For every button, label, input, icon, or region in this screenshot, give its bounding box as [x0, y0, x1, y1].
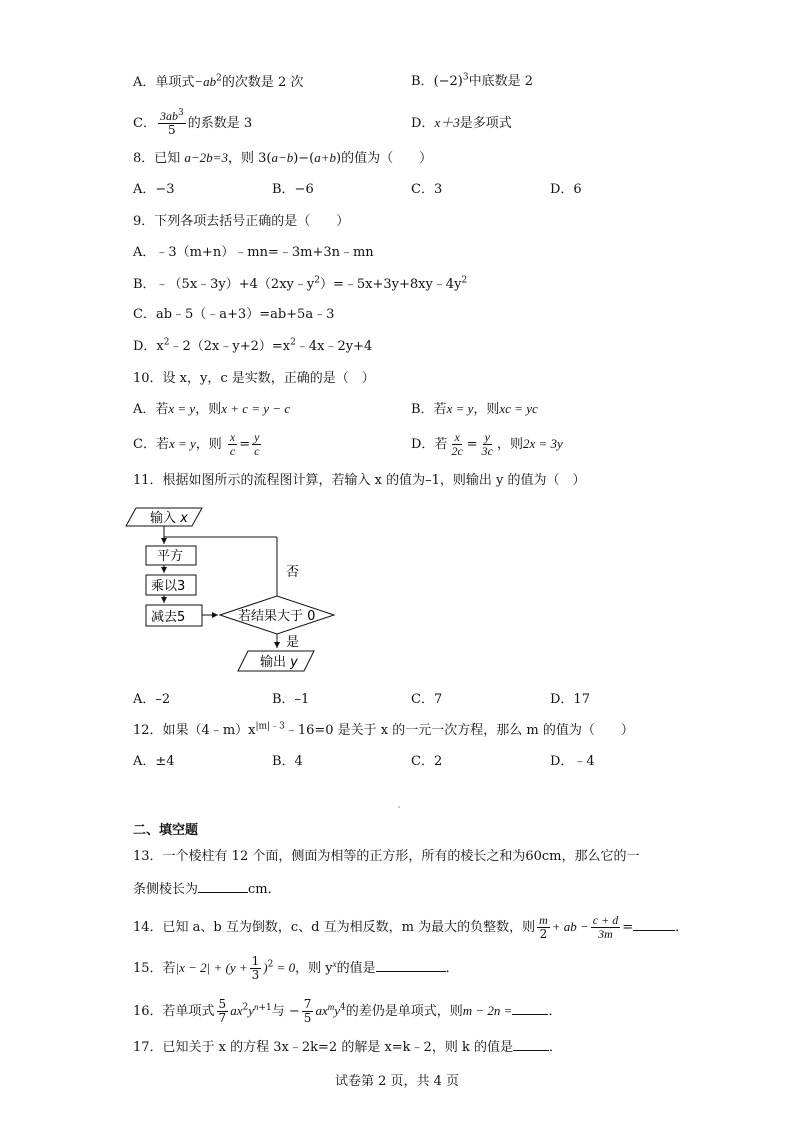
q7-option-a: A．单项式$-ab^2$的次数是 2 次 — [133, 73, 304, 90]
q12-option-c: C．2 — [411, 754, 443, 769]
q11-option-d: D．17 — [550, 692, 590, 707]
q9-stem: 9．下列各项去括号正确的是（ ） — [133, 214, 350, 229]
flow-times3-label: 乘以3 — [151, 579, 186, 594]
q10-option-d: D．若 $\frac{x}{2c}$ = $\frac{y}{3c}$ ，则2x = 3y — [411, 430, 563, 458]
q13-blank[interactable] — [198, 878, 248, 893]
q10-option-b: B．若x = y，则xc = yc — [411, 401, 538, 417]
q15-blank[interactable] — [376, 957, 446, 972]
q11-stem: 11．根据如图所示的流程图计算，若输入 x 的值为–1，则输出 y 的值为（ ） — [133, 473, 586, 488]
q9-option-c: C．ab﹣5（﹣a+3）=ab+5a﹣3 — [133, 307, 335, 322]
q8-stem: 8．已知 a−2b=3，则 3(a−b)−(a+b)的值为（ ） — [133, 150, 433, 166]
page-footer: 试卷第 2 页，共 4 页 — [334, 1074, 460, 1089]
q14-blank[interactable] — [633, 916, 675, 931]
q15-line: 15．若|x − 2| + (y + $\frac{1}{3}$ )$^2$ = 0，则 $y^x$的值是 ． — [133, 954, 459, 982]
q9-option-a: A．﹣3（m+n）﹣mn=﹣3m+3n﹣mn — [133, 245, 374, 260]
q14-line: 14．已知 a、b 互为倒数，c、d 互为相反数，m 为最大的负整数，则 $\frac{m}{2}$ + ab − $\frac{c + d}{3m}$ = ． — [133, 913, 689, 941]
q16-blank[interactable] — [512, 1000, 548, 1015]
q7-option-d: D．x＋3是多项式 — [411, 115, 512, 131]
section-fill-in-title: 二、填空题 — [133, 823, 199, 838]
q8-option-b: B．−6 — [272, 182, 314, 197]
q16-line: 16．若单项式 $\frac{5}{7}$ $ax^2y^{n+1}$与 − $\frac{7}{5}$ $ax^my^4$的差仍是单项式，则m − 2n = ． — [133, 997, 562, 1025]
q11-option-c: C．7 — [411, 692, 443, 707]
q10-option-c: C．若x = y，则 $\frac{x}{c}$ = $\frac{y}{c}$ — [133, 430, 260, 458]
flow-yes-label: 是 — [286, 635, 300, 650]
q12-option-d: D．﹣4 — [550, 754, 595, 769]
q11-option-b: B．–1 — [272, 692, 310, 707]
q12-option-b: B．4 — [272, 754, 303, 769]
q8-option-d: D．6 — [550, 182, 582, 197]
q7-option-b: B．$(-2)^3$中底数是 2 — [411, 72, 534, 89]
flow-minus5-label: 减去5 — [151, 610, 186, 625]
q17-blank[interactable] — [513, 1036, 549, 1051]
q10-stem: 10．设 x，y，c 是实数，正确的是（ ） — [133, 371, 375, 386]
q7-option-c: C． $\frac{3ab^3}{5}$ 的系数是 3 — [133, 108, 253, 137]
flowchart — [120, 502, 350, 682]
q13-line1: 13．一个棱柱有 12 个面，侧面为相等的正方形，所有的棱长之和为60cm，那么它的一 — [133, 849, 640, 864]
q8-option-c: C．3 — [411, 182, 443, 197]
flow-output-label: 输出 y — [260, 655, 298, 670]
q8-option-a: A．−3 — [133, 182, 175, 197]
q9-option-d: D．$x^2﹣2(2x﹣y+2)=x^2﹣4x﹣2y+4$ — [133, 337, 373, 354]
flow-input-label: 输入 x — [150, 511, 188, 526]
q17-line: 17．已知关于 x 的方程 3x﹣2k=2 的解是 x=k﹣2，则 k 的值是 ． — [133, 1036, 562, 1057]
flow-no-label: 否 — [286, 565, 300, 580]
q9-option-b: B．$﹣(5x﹣3y)+4(2xy﹣y^2)=﹣5x+3y+8xy﹣4y^2$ — [133, 275, 468, 292]
q12-option-a: A．±4 — [133, 754, 175, 769]
q13-line2: 条侧棱长为 cm． — [133, 878, 281, 899]
flow-square-label: 平方 — [157, 549, 184, 564]
q11-option-a: A．–2 — [133, 692, 171, 707]
q10-option-a: A．若x = y，则x + c = y − c — [133, 401, 291, 417]
q12-stem: 12．如果$(4﹣m)x^{|m|﹣3}﹣16=0$ 是关于 x 的一元一次方程，那么 m 的值为（ ） — [133, 721, 634, 738]
flow-decision-label: 若结果大于 0 — [238, 609, 316, 624]
page-dot — [398, 806, 400, 808]
